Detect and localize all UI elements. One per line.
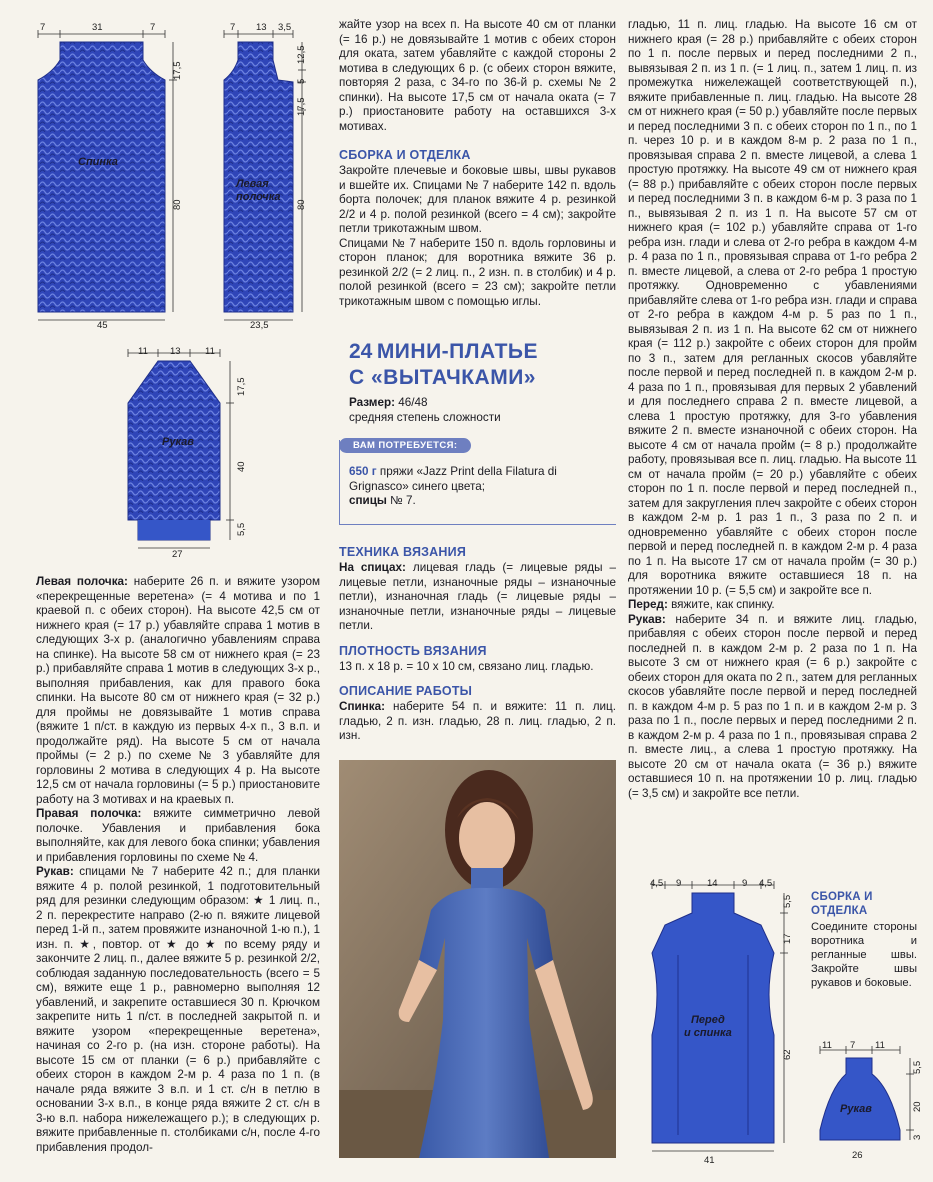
dress-dim-t5: 4,5 [759,878,773,889]
back-description-label: Спинка: [339,700,385,713]
left-front-dim-top-b: 13 [256,22,267,33]
back-instructions-continued: гладью, 11 п. лиц. гладью. На высоте 16 см от нижнего края (= 28 р.) прибавляйте с обеих сторон по 1 п. после первых и перед последними 2 п., вывязывая 2 п. из 1 п. (= 1 лиц. п., затем 1 лиц. п. из промежутка нижележащей соответствующей п.), вяжите прибавленные п. лиц. гладью. На высоте 28 см от нижнего края (= 50 р.) убавляйте после первых и перед последними 3 п. с обеих сторон по 1 п., по 1 п. через 10 р. и в каждом 8-м р. 2 раза по 1 п., провязывая справа 2 п. вместе лицевой, а слева 1 простую протяжку. На высоте 49 см от нижнего края (= 88 р.) прибавляйте с обеих сторон после первых и перед последними 3 п. в каждом 6-м р. 3 раза по 1 п., вывязывая 2 п. из 1 п. На высоте 57 см от нижнего края (= 102 р.) убавляйте справа от 1-го ребра изн. глади и слева от 2-го ребра в каждом 4-м р. 4 раза по 1 п., провязывая справа от 1-го ребра 2 п. вместе лицевой, а слева от 2-го ребра 1 простую протяжку. Одновременно с убавлениями прибавляйте слева от 1-го ребра изн. глади и справа от 2-го ребра в каждом 4-м р. 5 раз по 1 п., вывязывая 2 п. из 1 п. На высоте 62 см от нижнего края (= 112 р.) закройте с обеих сторон для пройм по 3 п., затем для регланных скосов убавляйте после первой и перед последней п. в каждом 2-м р. 4 раза по 1 п., провязывая для первых 2 убавлений и для последнего справа 2 п. вместе лицевой, а слева 1 простую протяжку, для 3-го убавления вяжите 2 п. вместе изнаночной с обеих сторон. На высоте 4 см от начала пройм (= 8 р.) продолжайте работу, провязывая все п. лиц. гладью. На высоте 11 см от начала пройм (= 20 р.) убавляйте с обеих сторон по 1 п. после первой и перед последней п., затем для закругления плеч закройте с обеих сторон в каждом 2-м р. 1 раз 1 п., 3 раза по 2 п. и одновременно убавляйте с обеих сторон после первой и перед последней п. в каждом 2-м р. 4 раза по 1 п. На высоте 17 см от начала пройм (= 30 р.) для воротника вяжите оставшиеся 18 п. на протяжении 10 р. (= 5,5 см) и закройте все п. [628,18,917,597]
dress-sleeve-heading: Рукав: [628,612,666,626]
yarn-amount: 650 г [349,465,377,478]
front-heading: Перед: [628,598,668,611]
left-front-dim-side-main: 80 [296,199,307,210]
back-dim-top-left: 7 [40,22,46,33]
back-description [339,700,616,744]
technique-label: На спицах: [339,561,406,574]
back-shape [30,20,190,330]
difficulty: средняя степень сложности [349,410,501,424]
left-front-dim-side-b: 5 [296,78,307,84]
materials-divider [339,524,616,525]
sleeve1-dim-side-a: 17,5 [236,377,247,396]
dress-label [684,1014,732,1040]
technique-section [339,535,616,744]
left-front-dim-bottom: 23,5 [250,320,269,331]
sleeve1-dim-side-b: 40 [236,461,247,472]
sleeve2-dim-t1: 11 [822,1040,832,1051]
dress-sleeve-body: наберите 34 п. и вяжите лиц. гладью, прибавляя с обеих сторон после первой и перед последней п. в каждом 2-м р. 2 раза по 1 п. На высоте 3 см от нижнего края (= 6 р.) закройте с обеих сторон для оката по 2 п., затем для регланных скосов убавляйте после первой и перед последней п. в каждом 4-м р. 5 раз по 1 п. и в каждом 2-м р. 3 раза по 1 п., после первых и перед последними 2 п. в каждом 2-м р. 4 раза по 1 п., провязывая справа 2 п. вместе лиц., а слева 1 простую протяжку. На высоте 20 см от начала оката (= 36 р.) вяжите оставшиеся 10 п. на протяжении 10 р. лиц. гладью (= 3,5 см) и закройте все петли. [628,612,917,800]
right-front-body: вяжите симметрично левой полочке. Убавления и прибавления бока выполняйте, как для левого бока спинки; убавления и прибавления горловины по схеме № 4. [36,807,320,864]
left-front-dim-top-a: 7 [230,22,236,33]
sleeve2-dim-t3: 11 [875,1040,885,1051]
left-front-body: наберите 26 п. и вяжите узором «перекрещенные веретена» (= 4 мотива и по 1 краевой п. с обеих сторон). На высоте 42,5 см от нижнего края (= 17 р.) убавляйте справа 1 мотив в следующих 3-х р. (аналогично убавлениям справа на спинке). На высоте 58 см от нижнего края (= 23 р.) прибавляйте справа 1 мотив в следующих 3-х р., выполняя прибавления, как для правого бока спинки. На высоте 80 см от нижнего края (= 32 р.) для проймы не довязывайте 1 мотив справа (вяжите 1 п/ст. в каждую из первых 4-х п., 3 в.п. и продолжайте ряд). На высоте 5 см от начала проймы (= 2 р.) по схеме № 3 убавляйте для горловины 2 мотива в следующих 4 р. На высоте 12,5 см от начала горловины (= 5 р.) приостановите работу на 3 мотивах и на краевых п. [36,575,320,806]
sleeve1-dim-top-b: 13 [170,346,181,357]
back-dim-top-mid: 31 [92,22,103,33]
right-front-heading: Правая полочка: [36,807,142,820]
left-front-heading: Левая полочка: [36,575,128,588]
sleeve2-dim-s1: 5,5 [912,1060,923,1074]
left-column [36,575,320,1155]
sleeve1-dim-bottom: 27 [172,549,183,560]
dress-dim-s2: 17 [782,933,793,944]
front-body: вяжите, как спинку. [667,598,775,611]
project-number: 24 [349,340,373,363]
left-front-label [236,178,281,204]
technique-heading: ТЕХНИКА ВЯЗАНИЯ [339,545,467,559]
assembly-text-2: Спицами № 7 наберите 150 п. вдоль горловины и сторон планок; для воротника вяжите 36 р. резинкой 2/2 (= 2 лиц. п., 2 изн. п. в столбик) и 4 р. полой резинкой (всего = 23 см); закройте петли трикотажным швом с помощью иглы. [339,236,616,308]
dress-dim-t1: 4,5 [650,878,664,889]
left-front-instructions [36,575,320,807]
sleeve2-dim-s3: 3 [912,1134,923,1140]
back-dim-side-top: 17,5 [172,61,183,80]
needles-value: № 7. [386,494,416,507]
left-front-label-line1: Левая [236,178,269,190]
density-text: 13 п. х 18 р. = 10 х 10 см, связано лиц. гладью. [339,659,594,673]
dress-label-line1: Перед [691,1014,725,1026]
right-column [628,18,917,801]
sleeve1-dim-top-a: 11 [138,346,148,357]
dress-dim-t2: 9 [676,878,682,889]
dress-dim-bottom: 41 [704,1155,715,1166]
front-instructions [628,598,917,613]
dress-label-line2: и спинка [684,1027,732,1039]
left-front-dim-top-c: 3,5 [278,22,292,33]
yarn-text: пряжи «Jazz Print della Filatura di Grignasco» синего цвета; [349,465,557,493]
assembly-text-1: Закройте плечевые и боковые швы, швы рукавов и вшейте их. Спицами № 7 наберите 142 п. вдоль борта полочек; для планок вяжите 4 р. резинкой 2/2 и 4 р. полой резинкой (всего = 4 см); закройте петли трикотажным швом. [339,164,616,235]
sleeve2-dim-s2: 20 [912,1101,923,1112]
sleeve-body: спицами № 7 наберите 42 п.; для планки вяжите 4 р. полой резинкой, 1 подготовительный ряд для резинки следующим образом: ★ 1 лиц. п., 2 п. перекрестите направо (2-ю п. вяжите лицевой перед 1-й п., затем провяжите изнаночной 1-ю п.), 1 изн. п. ★, повтор. от ★ до ★ по всему ряду и закончите 2 лиц. п., далее вяжите 5 р. резинкой 2/2, соблюдая заданную последовательность (всего = 5 см), вяжите еще 1 р., равномерно выполняя 12 убавлений, и закрепите оставшиеся 30 п. Крючком закрепите нить 1 п/ст. в последней закрытой п. и вяжите узором «перекрещенные веретена», начиная со 2-го р. (на изн. стороне работы). На высоте 15 см от планки (= 6 р.) прибавляйте с обеих сторон в каждом 2-м р. 4 раза по 1 п. (в начале ряда вяжите 3 в.п. и 1 ст. с/н в петлю в основании 3-х в.п., в конце ряда вяжите 2 ст. с/н в 3-ю в.п. набора нижележащего р.); в следующих р. вяжите прибавленные п. столбиками с/н, после 4-го прибавления продол- [36,865,320,1154]
dress-dim-t4: 9 [742,878,748,889]
sleeve-instructions-continued: жайте узор на всех п. На высоте 40 см от планки (= 16 р.) не довязывайте 1 мотив с обеих сторон для оката, затем убавляйте с каждой стороны 2 мотива в следующих 6 р. (с обеих сторон вяжите, повторяя 2 раза, с 34-го по 36-й р. схемы № 2 спинки). На высоте 17,5 см от начала оката (= 7 р.) приостановите работу на оставшихся 3-х мотивах. [339,18,616,133]
project-title-line1: МИНИ-ПЛАТЬЕ [376,340,539,363]
back-dim-top-right: 7 [150,22,156,33]
technique-body: лицевая гладь (= лицевые ряды – лицевые петли, изнаночные ряды – изнаночные петли), изнаночная гладь (= лицевые ряды – изнаночные петли, изнаночные ряды – лицевые петли. [339,561,616,632]
need-pill: ВАМ ПОТРЕБУЕТСЯ: [339,438,471,453]
technique-text [339,561,616,634]
left-front-dim-side-a: 12,5 [296,45,307,64]
sleeve1-dim-top-c: 11 [205,346,215,357]
right-front-instructions [36,807,320,865]
back-dim-side-main: 80 [172,199,183,210]
dress-dim-s3: 62 [782,1049,793,1060]
model-photo [339,760,616,1158]
back-label: Спинка [78,156,118,168]
middle-column [339,18,616,309]
project-title-line2: С «ВЫТАЧКАМИ» [349,366,536,389]
sleeve1-label: Рукав [162,436,194,448]
size-label: Размер: [349,396,395,409]
sleeve2-dim-t2: 7 [850,1040,856,1051]
size-value: 46/48 [394,396,428,409]
left-front-label-line2: полочка [236,191,281,203]
assembly-box [811,890,917,990]
sleeve2-label: Рукав [840,1103,872,1115]
project-header [339,340,616,509]
dress-dim-s1: 5,5 [782,894,793,908]
sleeve1-dim-side-c: 5,5 [236,522,247,536]
sleeve2-dim-bottom: 26 [852,1150,863,1161]
assembly-text-3: Соедините стороны воротника и регланные швы. Закройте швы рукавов и боковые. [811,921,917,989]
model-photo-illustration [339,760,616,1158]
left-front-dim-side-c: 17,5 [296,97,307,116]
sleeve-heading: Рукав: [36,865,74,878]
materials-side-rule [339,440,340,524]
description-heading: ОПИСАНИЕ РАБОТЫ [339,684,473,698]
density-heading: ПЛОТНОСТЬ ВЯЗАНИЯ [339,643,487,658]
sleeve-instructions [36,865,320,1155]
sleeve2-shape [810,1040,920,1150]
needles-label: спицы [349,494,387,507]
back-dim-bottom: 45 [97,320,108,331]
assembly-heading-1: СБОРКА И ОТДЕЛКА [339,148,471,162]
dress-sleeve-instructions [628,613,917,802]
dress-dim-t3: 14 [707,878,718,889]
assembly-heading-2: СБОРКА И ОТДЕЛКА [811,891,873,917]
back-description-body: наберите 54 п. и вяжите: 11 п. лиц. гладью, 2 п. изн. гладью, 28 п. лиц. гладью, 2 п. изн. [339,700,616,742]
left-front-shape [218,20,323,330]
